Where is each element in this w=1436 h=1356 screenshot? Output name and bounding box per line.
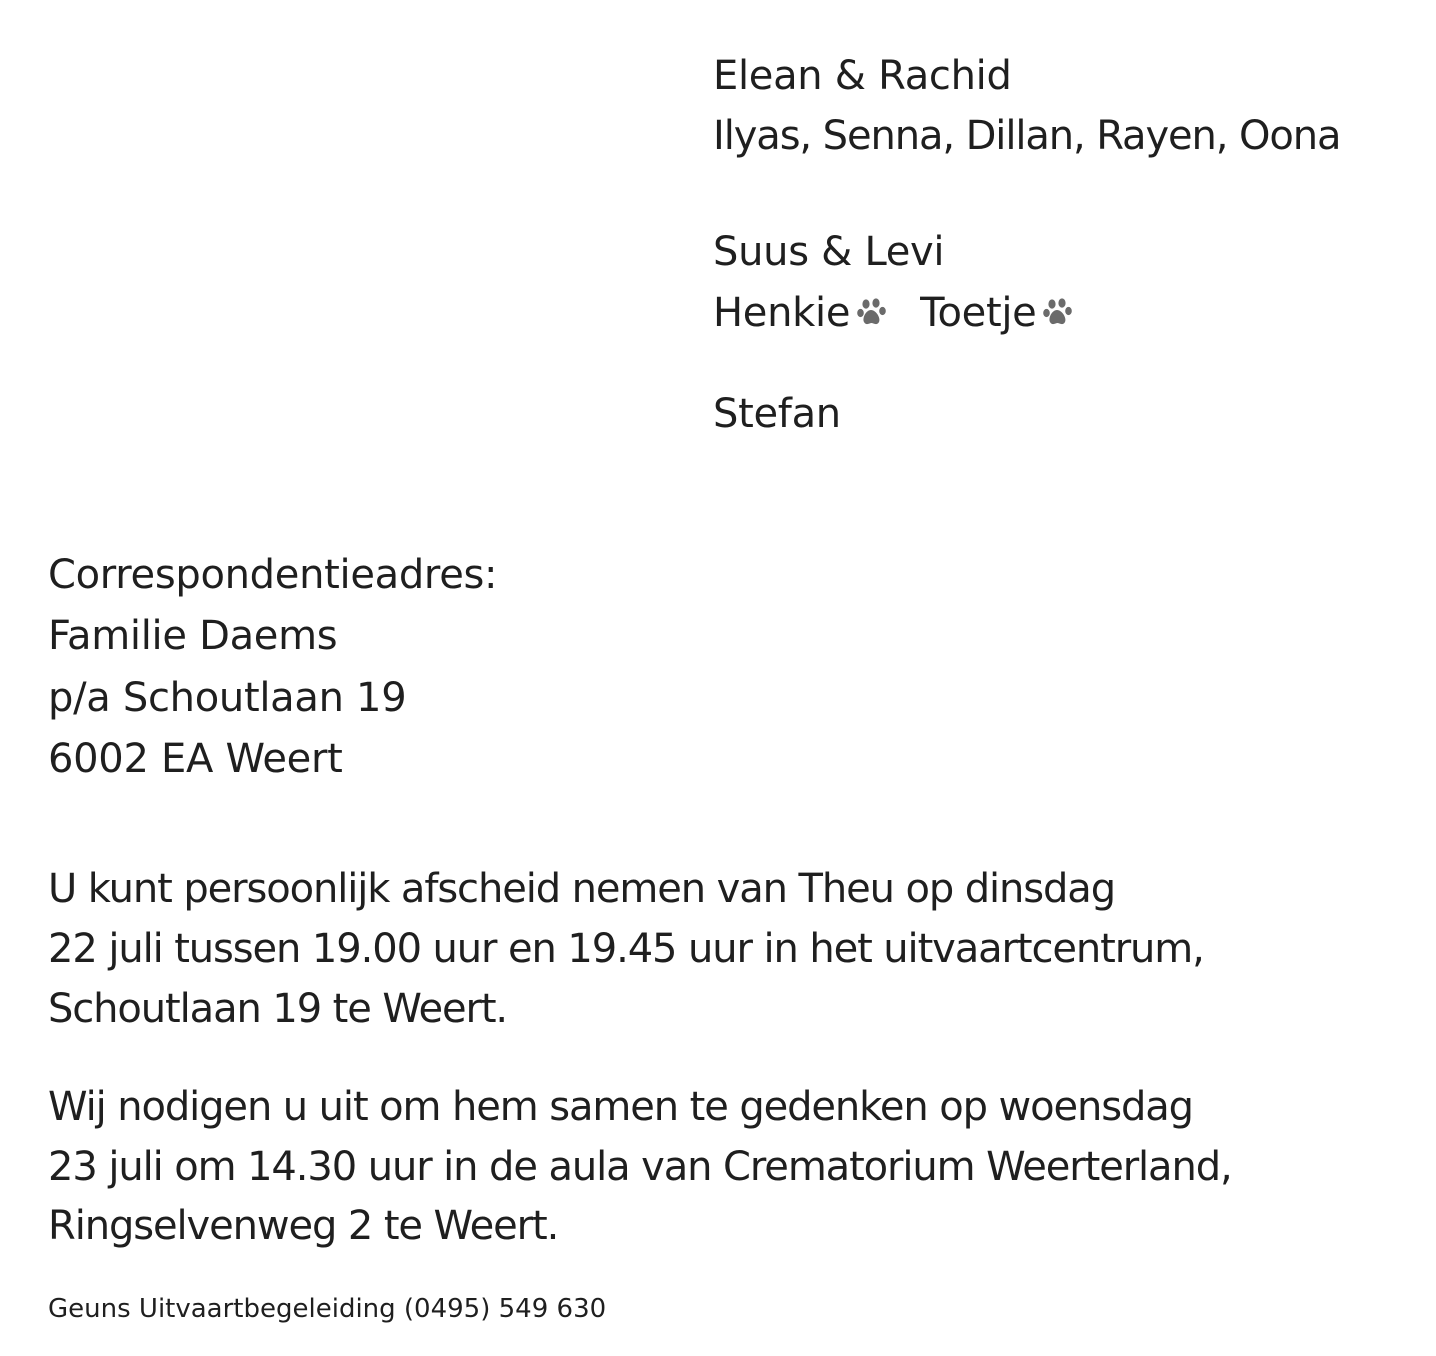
paw-print-icon	[1042, 293, 1076, 327]
farewell-line-3: Schoutlaan 19 te Weert.	[48, 986, 508, 1032]
address-city: 6002 EA Weert	[48, 736, 343, 782]
pet-name-toetje: Toetje	[920, 290, 1037, 336]
funeral-director-footer: Geuns Uitvaartbegeleiding (0495) 549 630	[48, 1294, 607, 1324]
address-name: Familie Daems	[48, 613, 338, 659]
family-line-elean-rachid: Elean & Rachid	[713, 53, 1012, 99]
farewell-line-1: U kunt persoonlijk afscheid nemen van Theu op dinsdag	[48, 866, 1116, 912]
paw-print-icon	[856, 293, 890, 327]
memorial-line-1: Wij nodigen u uit om hem samen te gedenken op woensdag	[48, 1084, 1193, 1130]
farewell-line-2: 22 juli tussen 19.00 uur en 19.45 uur in het uitvaartcentrum,	[48, 926, 1204, 972]
address-heading: Correspondentieadres:	[48, 552, 498, 598]
family-line-suus-levi: Suus & Levi	[713, 229, 945, 275]
family-line-pets	[713, 289, 1076, 337]
memorial-line-3: Ringselvenweg 2 te Weert.	[48, 1203, 559, 1249]
pet-name-henkie: Henkie	[713, 290, 851, 336]
family-line-stefan: Stefan	[713, 391, 841, 437]
family-line-grandchildren: Ilyas, Senna, Dillan, Rayen, Oona	[713, 113, 1341, 159]
memorial-line-2: 23 juli om 14.30 uur in de aula van Crematorium Weerterland,	[48, 1144, 1232, 1190]
address-street: p/a Schoutlaan 19	[48, 675, 407, 721]
